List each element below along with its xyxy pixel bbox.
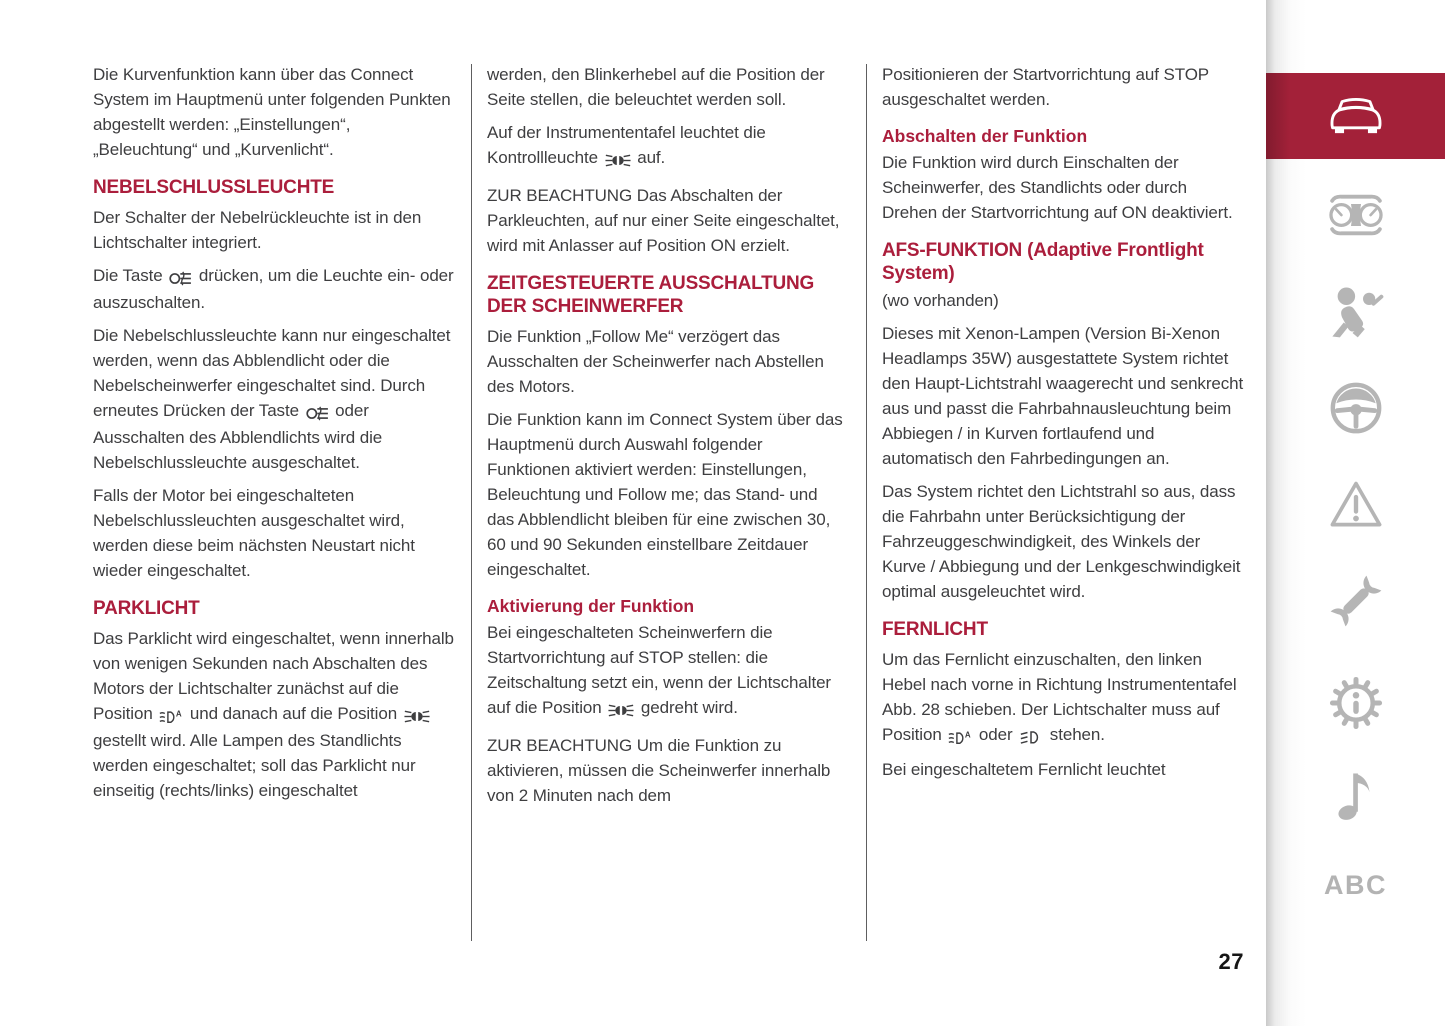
active-chapter-tab [1266, 73, 1445, 159]
text-run: Die Funktion kann im Connect System über das Hauptmenü durch Auswahl folgender Funktionen aktiviert werden: Einstellungen, Beleuchtung und Follow me; das Stand- und das Abblendlicht bleiben für eine zwischen 30, 60 und 90 Sekunden einstellbare Zeitdauer eingeschaltet. [487, 410, 843, 579]
text-run: und danach auf die Position [185, 704, 402, 723]
text-run: Um das Fernlicht einzuschalten, den linken Hebel nach vorne in Richtung Instrumententafel Abb. 28 schieben. Der Lichtschalter muss auf Position [882, 650, 1237, 744]
paragraph [882, 288, 1244, 313]
text-run: Die Funktion wird durch Einschalten der Scheinwerfer, des Standlichts oder durch Drehen der Startvorrichtung auf ON deaktiviert. [882, 153, 1233, 222]
paragraph [487, 620, 849, 722]
paragraph [93, 323, 455, 475]
column-divider [866, 64, 867, 941]
instrument-cluster-icon [1266, 192, 1445, 238]
text-run: ZUR BEACHTUNG Das Abschalten der Parkleuchten, auf nur einer Seite eingeschaltet, wird mit Anlasser auf Position ON erzielt. [487, 186, 840, 255]
paragraph [882, 321, 1244, 471]
section-heading: FERNLICHT [882, 619, 988, 640]
paragraph [93, 62, 455, 162]
text-run: Das Parklicht wird eingeschaltet, wenn innerhalb von wenigen Sekunden nach Abschalten des Motors der Lichtschalter zunächst auf die Position [93, 629, 454, 723]
sub-heading: Aktivierung der Funktion [487, 596, 695, 616]
text-run: Der Schalter der Nebelrückleuchte ist in den Lichtschalter integriert. [93, 208, 422, 252]
chapter-tab-sidebar [1266, 0, 1445, 1026]
parking-lights-icon [608, 697, 634, 722]
paragraph [882, 647, 1244, 749]
section-heading: AFS-FUNKTION (Adaptive Frontlight System) [882, 240, 1204, 284]
section-heading: ZEITGESTEUERTE AUSSCHALTUNG DER SCHEINWERFER [487, 273, 815, 317]
svg-text:A: A [965, 730, 971, 740]
abc-index-tab: ABC [1324, 870, 1387, 900]
paragraph [487, 407, 849, 582]
paragraph [882, 757, 1244, 782]
parking-lights-icon [605, 147, 631, 172]
sub-heading: Abschalten der Funktion [882, 126, 1088, 146]
section-heading: PARKLICHT [93, 598, 200, 619]
rear-fog-light-icon [306, 400, 329, 425]
text-run: Auf der Instrumententafel leuchtet die Kontrollleuchte [487, 123, 766, 167]
parking-lights-icon [404, 703, 430, 728]
paragraph [882, 479, 1244, 604]
paragraph [487, 120, 849, 172]
text-run: Bei eingeschaltetem Fernlicht leuchtet [882, 760, 1166, 779]
rear-fog-light-icon [169, 265, 192, 290]
page-number: 27 [1218, 949, 1244, 974]
paragraph [882, 150, 1244, 225]
paragraph [93, 263, 455, 315]
text-run: Dieses mit Xenon-Lampen (Version Bi-Xenon Headlamps 35W) ausgestattete System richtet den Haupt-Lichtstrahl waagerecht und senkrecht aus und passt die Fahrbahnausleuchtung beim Abbiegen / in Kurven fortlaufend und automatisch den Fahrbedingungen an. [882, 324, 1244, 468]
text-run: Das System richtet den Lichtstrahl so aus, dass die Fahrbahn unter Berücksichtigung der Fahrzeuggeschwindigkeit, des Winkels der Kurve / Abbiegung und der Lenkgeschwindigkeit optimal ausgeleuchtet wird. [882, 482, 1241, 601]
music-note-icon [1266, 766, 1445, 822]
text-run: oder Ausschalten des Abblendlichts wird die Nebelschlussleuchte ausgeschaltet. [93, 401, 383, 472]
wrench-icon [1266, 573, 1445, 629]
text-run: Die Funktion „Follow Me“ verzögert das Ausschalten der Scheinwerfer nach Abstellen des Motors. [487, 327, 824, 396]
text-run: Positionieren der Startvorrichtung auf STOP ausgeschaltet werden. [882, 65, 1209, 109]
paragraph [93, 626, 455, 803]
paragraph [487, 183, 849, 258]
text-run: ZUR BEACHTUNG Um die Funktion zu aktivieren, müssen die Scheinwerfer innerhalb von 2 Minuten nach dem [487, 736, 831, 805]
text-run: Bei eingeschalteten Scheinwerfern die Startvorrichtung auf STOP stellen: die Zeitschaltung setzt ein, wenn der Lichtschalter auf die Position [487, 623, 831, 717]
airbag-icon [1266, 286, 1445, 338]
text-run: auf. [632, 148, 666, 167]
paragraph [93, 205, 455, 255]
text-run: gestellt wird. Alle Lampen des Standlichts werden eingeschaltet; soll das Parklicht nur einseitig (rechts/links) eingeschaltet [93, 731, 416, 800]
text-run: Die Kurvenfunktion kann über das Connect System im Hauptmenü unter folgenden Punkten abgestellt werden: „Einstellungen“, „Beleuchtung“ und „Kurvenlicht“. [93, 65, 451, 159]
steering-wheel-icon [1266, 380, 1445, 436]
text-column-1 [93, 62, 455, 811]
text-run: drücken, um die Leuchte ein- oder auszuschalten. [93, 266, 454, 312]
text-run: werden, den Blinkerhebel auf die Position der Seite stellen, die beleuchtet werden soll. [487, 65, 825, 109]
car-icon [1327, 92, 1385, 141]
paragraph [882, 62, 1244, 112]
text-run: gedreht wird. [636, 698, 738, 717]
paragraph [487, 733, 849, 808]
text-run: Falls der Motor bei eingeschalteten Nebelschlussleuchten ausgeschaltet wird, werden diese beim nächsten Neustart nicht wieder eingeschaltet. [93, 486, 415, 580]
warning-triangle-icon [1266, 479, 1445, 530]
text-run: (wo vorhanden) [882, 291, 999, 310]
low-beam-icon [1019, 724, 1043, 749]
auto-headlight-icon [948, 724, 972, 749]
column-divider [471, 64, 472, 941]
text-column-3 [882, 62, 1244, 790]
paragraph [487, 324, 849, 399]
text-run: stehen. [1045, 725, 1105, 744]
paragraph [487, 62, 849, 112]
info-gear-icon [1266, 674, 1445, 732]
text-run: Die Nebelschlussleuchte kann nur eingeschaltet werden, wenn das Abblendlicht oder die Nebelscheinwerfer eingeschaltet sind. Durch erneutes Drücken der Taste [93, 326, 451, 420]
text-column-2 [487, 62, 849, 816]
auto-headlight-icon [159, 703, 183, 728]
text-run: Die Taste [93, 266, 168, 285]
paragraph [93, 483, 455, 583]
section-heading: NEBELSCHLUSSLEUCHTE [93, 177, 335, 198]
text-run: oder [974, 725, 1018, 744]
svg-text:A: A [176, 709, 182, 719]
